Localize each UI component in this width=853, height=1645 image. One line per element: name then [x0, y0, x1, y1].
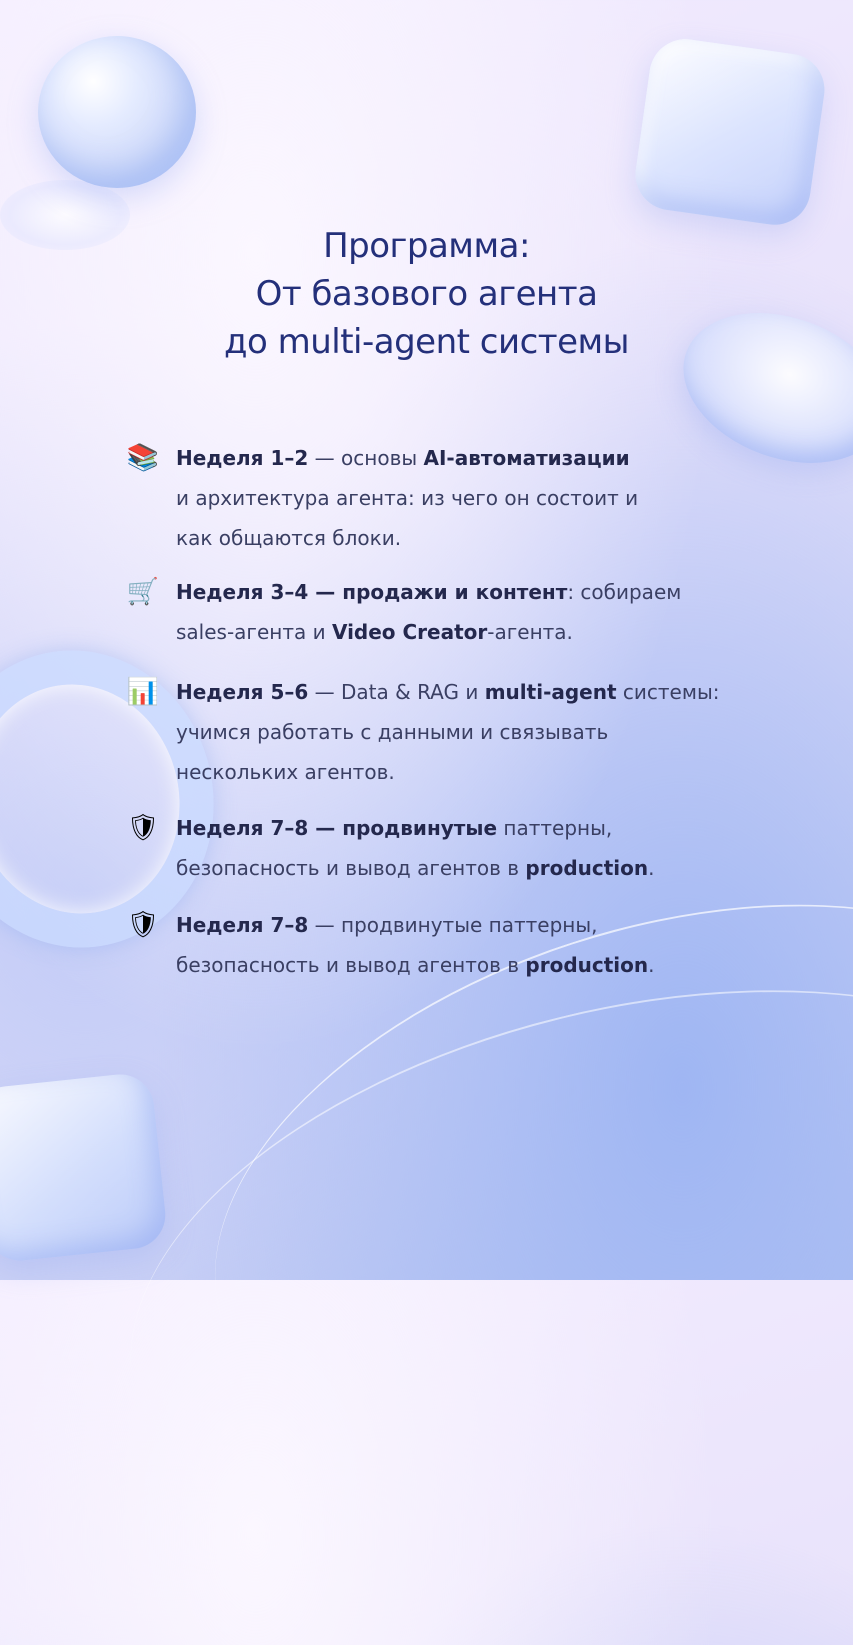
bold-text: production: [525, 856, 649, 880]
bold-text: Video Creator: [331, 620, 488, 644]
glass-cube-decoration: [631, 35, 829, 230]
text: .: [648, 953, 655, 977]
text: -агента.: [487, 620, 573, 644]
list-item-line: [176, 438, 776, 478]
shopping-cart-icon: 🛒: [126, 577, 160, 607]
text: учимся работать с данными и связывать: [176, 720, 609, 744]
text: как общаются блоки.: [176, 526, 402, 550]
page-title: [0, 222, 853, 366]
bold-text: multi-agent: [484, 680, 617, 704]
bold-text: Неделя 7–8: [176, 913, 309, 937]
bold-text: Неделя 7–8: [176, 816, 309, 840]
bold-text: AI-автоматизации: [423, 446, 630, 470]
text: — основы: [308, 446, 424, 470]
title-line: От базового агента: [255, 274, 598, 314]
text: нескольких агентов.: [176, 760, 395, 784]
title-line: до multi-agent системы: [223, 322, 629, 362]
text: .: [648, 856, 655, 880]
text: — продвинутые паттерны,: [308, 913, 598, 937]
shield-agent-icon: 🛡: [126, 813, 160, 843]
list-item-line: [176, 905, 776, 945]
list-item-line: [176, 752, 776, 792]
bar-chart-icon: 📊: [126, 677, 160, 707]
text: sales-агента и: [176, 620, 332, 644]
list-item-line: [176, 808, 776, 848]
list-item-line: [176, 518, 776, 558]
title-line: Программа:: [323, 226, 530, 266]
list-item-line: [176, 848, 776, 888]
text: — Data & RAG и: [308, 680, 485, 704]
books-icon: 📚: [126, 443, 160, 473]
text: : собираем: [567, 580, 682, 604]
bold-text: продвинутые: [342, 816, 498, 840]
glass-sphere-decoration: [38, 36, 196, 188]
list-item-line: [176, 478, 776, 518]
text: паттерны,: [497, 816, 613, 840]
list-item-line: [176, 612, 776, 652]
list-item-line: [176, 712, 776, 752]
bold-text: Неделя 3–4: [176, 580, 309, 604]
text: безопасность и вывод агентов в: [176, 856, 526, 880]
text: и архитектура агента: из чего он состоит и: [176, 486, 639, 510]
bold-text: Неделя 5–6: [176, 680, 309, 704]
wave-decoration: [72, 897, 853, 1645]
list-item-line: [176, 945, 776, 985]
list-item-line: [176, 572, 776, 612]
shield-agent-icon: 🛡: [126, 910, 160, 940]
list-item-line: [176, 672, 776, 712]
text: системы:: [616, 680, 720, 704]
bold-text: Неделя 1–2: [176, 446, 309, 470]
glass-cube-decoration: [0, 1071, 169, 1264]
bold-text: —: [308, 816, 343, 840]
text: безопасность и вывод агентов в: [176, 953, 526, 977]
bold-text: production: [525, 953, 649, 977]
bold-text: —: [308, 580, 343, 604]
bold-text: продажи и контент: [342, 580, 568, 604]
